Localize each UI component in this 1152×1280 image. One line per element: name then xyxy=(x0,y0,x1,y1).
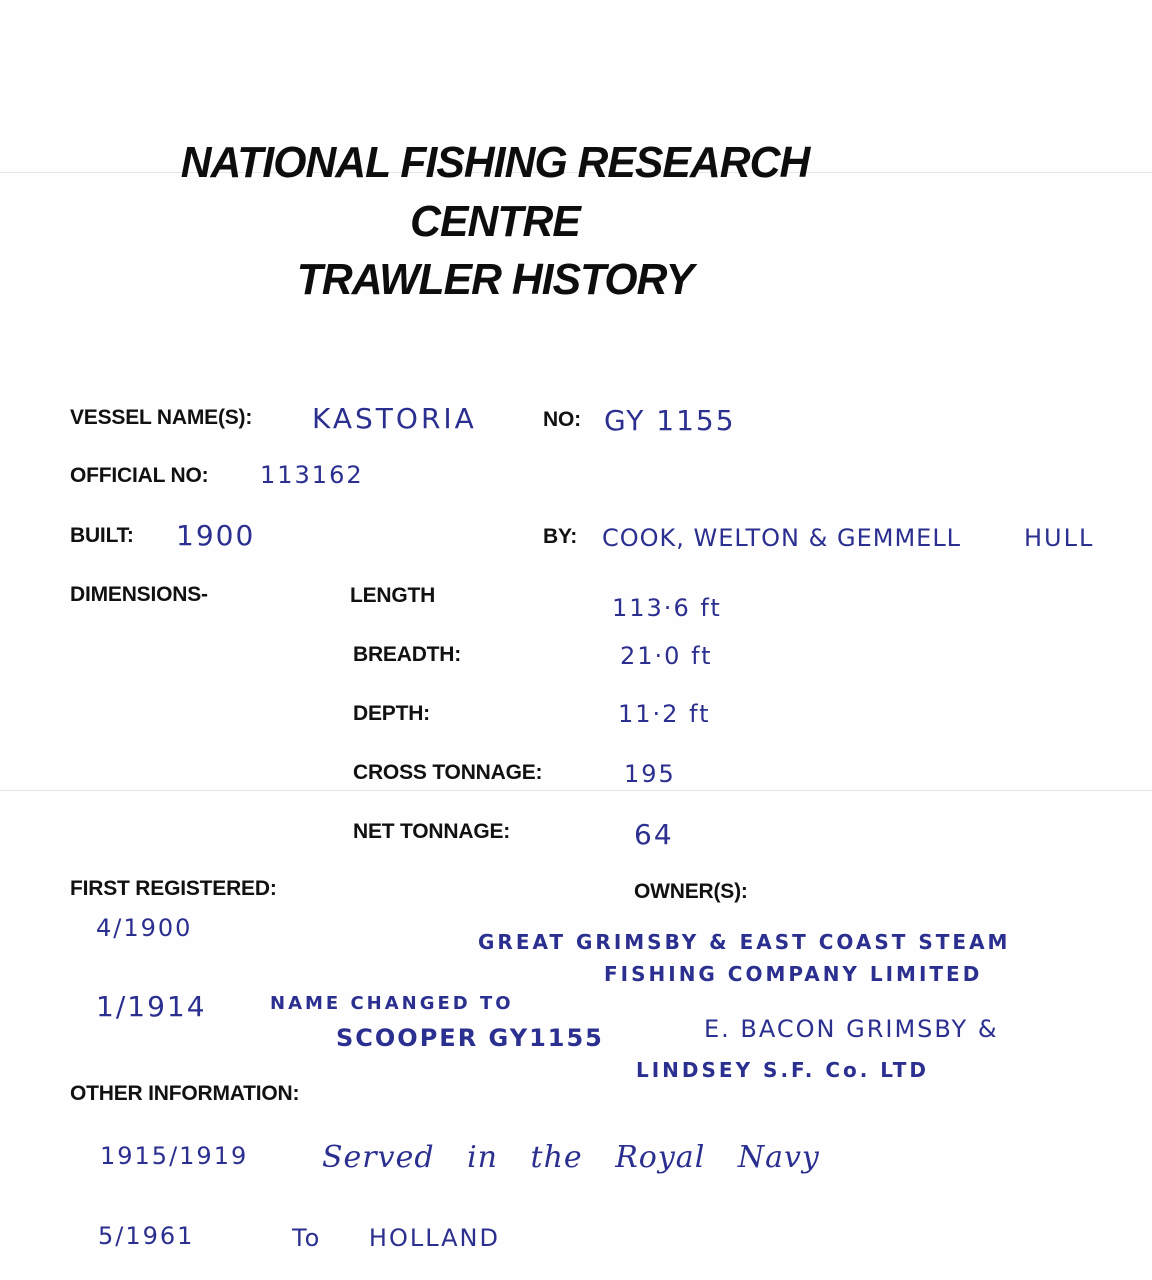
built-label: BUILT: xyxy=(70,524,134,547)
cross-tonnage-label: CROSS TONNAGE: xyxy=(353,761,543,784)
official-no-value: 113162 xyxy=(260,461,364,489)
depth-label: DEPTH: xyxy=(353,702,430,725)
registration-1-owner-line-1: GREAT GRIMSBY & EAST COAST STEAM xyxy=(478,930,1011,954)
vessel-name-value: KASTORIA xyxy=(312,402,477,435)
other-entry-1-text: Served in the Royal Navy xyxy=(322,1140,820,1175)
by-label: BY: xyxy=(543,525,578,548)
title-line-2: CENTRE xyxy=(410,197,580,246)
registration-2-owner-line-1: E. BACON GRIMSBY & xyxy=(704,1015,999,1043)
net-tonnage-value: 64 xyxy=(634,818,674,851)
breadth-value: 21·0 ft xyxy=(620,642,713,670)
vessel-name-label: VESSEL NAME(S): xyxy=(70,406,253,429)
paper-fold-line xyxy=(0,790,1152,791)
title-line-3: TRAWLER HISTORY xyxy=(296,255,694,304)
registration-1-date: 4/1900 xyxy=(96,914,193,942)
title-line-1: NATIONAL FISHING RESEARCH xyxy=(180,138,810,187)
registration-2-date: 1/1914 xyxy=(96,990,207,1023)
other-entry-2-text: To HOLLAND xyxy=(292,1224,500,1252)
owners-label: OWNER(S): xyxy=(634,880,748,903)
depth-value: 11·2 ft xyxy=(618,700,711,728)
length-label: LENGTH xyxy=(350,584,436,607)
other-entry-1-date: 1915/1919 xyxy=(100,1142,249,1170)
registration-2-note-line-1: NAME CHANGED TO xyxy=(270,993,514,1014)
official-no-label: OFFICIAL NO: xyxy=(70,464,209,487)
other-information-label: OTHER INFORMATION: xyxy=(70,1082,300,1105)
no-value: GY 1155 xyxy=(604,404,736,437)
breadth-label: BREADTH: xyxy=(353,643,462,666)
registration-1-owner-line-2: FISHING COMPANY LIMITED xyxy=(604,962,983,986)
first-registered-label: FIRST REGISTERED: xyxy=(70,877,277,900)
length-value: 113·6 ft xyxy=(612,594,722,622)
builder-value: COOK, WELTON & GEMMELL xyxy=(602,524,962,552)
built-value: 1900 xyxy=(176,519,256,552)
dimensions-label: DIMENSIONS- xyxy=(70,583,208,606)
no-label: NO: xyxy=(543,408,581,431)
cross-tonnage-value: 195 xyxy=(624,760,676,788)
net-tonnage-label: NET TONNAGE: xyxy=(353,820,511,843)
registration-2-owner-line-2: LINDSEY S.F. Co. LTD xyxy=(636,1058,929,1082)
registration-2-note-line-2: SCOOPER GY1155 xyxy=(336,1024,604,1052)
builder-place-value: HULL xyxy=(1024,524,1095,552)
other-entry-2-date: 5/1961 xyxy=(98,1222,195,1250)
